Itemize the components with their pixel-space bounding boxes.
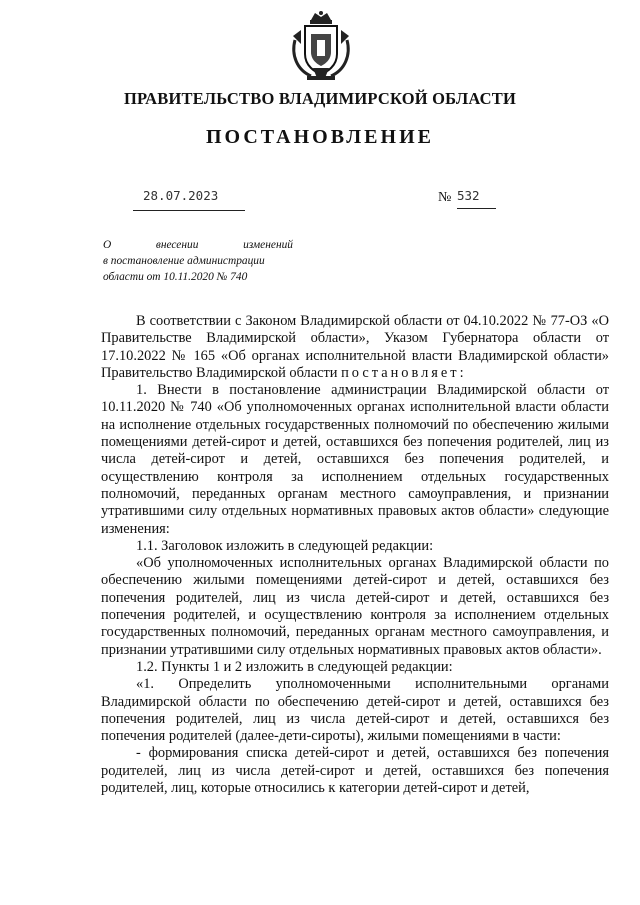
decree-subject [103,237,293,285]
decree-date-field [133,188,245,211]
subject-word-1: О [103,239,112,251]
decree-word: постановляет: [341,364,467,381]
preamble-text: В соответствии с Законом Владимирской области от 04.10.2022 № 77-ОЗ «О Правительстве Владимирской области», Указом Губернатора области от 17.10.2022 № 165 «Об органах исполнительной власти Владимирской области» Правительство Владимирской области [101,313,609,381]
decree-date: 28.07.2023 [143,188,219,203]
decree-body [101,313,609,797]
clause-1-2-text: «1. Определить уполномоченными исполнительными органами Владимирской области по обеспечению детей-сирот и детей, оставшихся без попечения родителей, лиц из числа детей-сирот и детей, оставшихся без попечения родителей (далее-дети-сироты), жилыми помещениями в части: [101,676,609,745]
subject-word-3: изменений [243,239,293,251]
decree-number: 532 [457,188,496,209]
subject-word-2: внесении [155,239,199,251]
clause-1-2: 1.2. Пункты 1 и 2 изложить в следующей редакции: [136,658,453,675]
coat-of-arms-icon [289,10,353,82]
subject-line-2: в постановление администрации [103,255,265,267]
government-title: ПРАВИТЕЛЬСТВО ВЛАДИМИРСКОЙ ОБЛАСТИ [123,89,517,108]
clause-1: 1. Внести в постановление администрации Владимирской области от 10.11.2020 № 740 «Об уполномоченных органах исполнительной власти области на исполнение отдельных государственных полномочий по обеспечению жилыми помещениями детей-сирот и детей, оставшихся без попечения родителей, лиц из числа детей-сирот и детей, оставшихся без попечения родителей, и осуществлению контроля за исполнением отдельных государственных полномочий, переданных органам местного самоуправления, и признании утратившими силу отдельных нормативных правовых актов области» следующие изменения: [101,382,609,537]
number-sign: № [438,190,452,205]
decree-number-field [438,188,498,210]
clause-1-2-item: - формирования списка детей-сирот и детей, оставшихся без попечения родителей, лиц из числа детей-сирот и детей, оставшихся без попечения родителей, лиц, которые относились к категории детей-сирот и детей, [101,745,609,797]
subject-line-3: области от 10.11.2020 № 740 [103,271,248,283]
clause-1-1-text: «Об уполномоченных исполнительных органах Владимирской области по обеспечению жилыми помещениями детей-сирот и детей, оставшихся без попечения родителей, лиц из числа детей-сирот и детей, оставшихся без попечения родителей, и осуществлению контроля за исполнением отдельных государственных полномочий, переданных органам местного самоуправления, и признании утратившими силу отдельных нормативных правовых актов области». [101,555,609,658]
preamble-paragraph [101,313,609,382]
document-type-title: ПОСТАНОВЛЕНИЕ [206,126,434,148]
subject-line-1 [103,237,293,253]
clause-1-1: 1.1. Заголовок изложить в следующей редакции: [136,537,434,554]
